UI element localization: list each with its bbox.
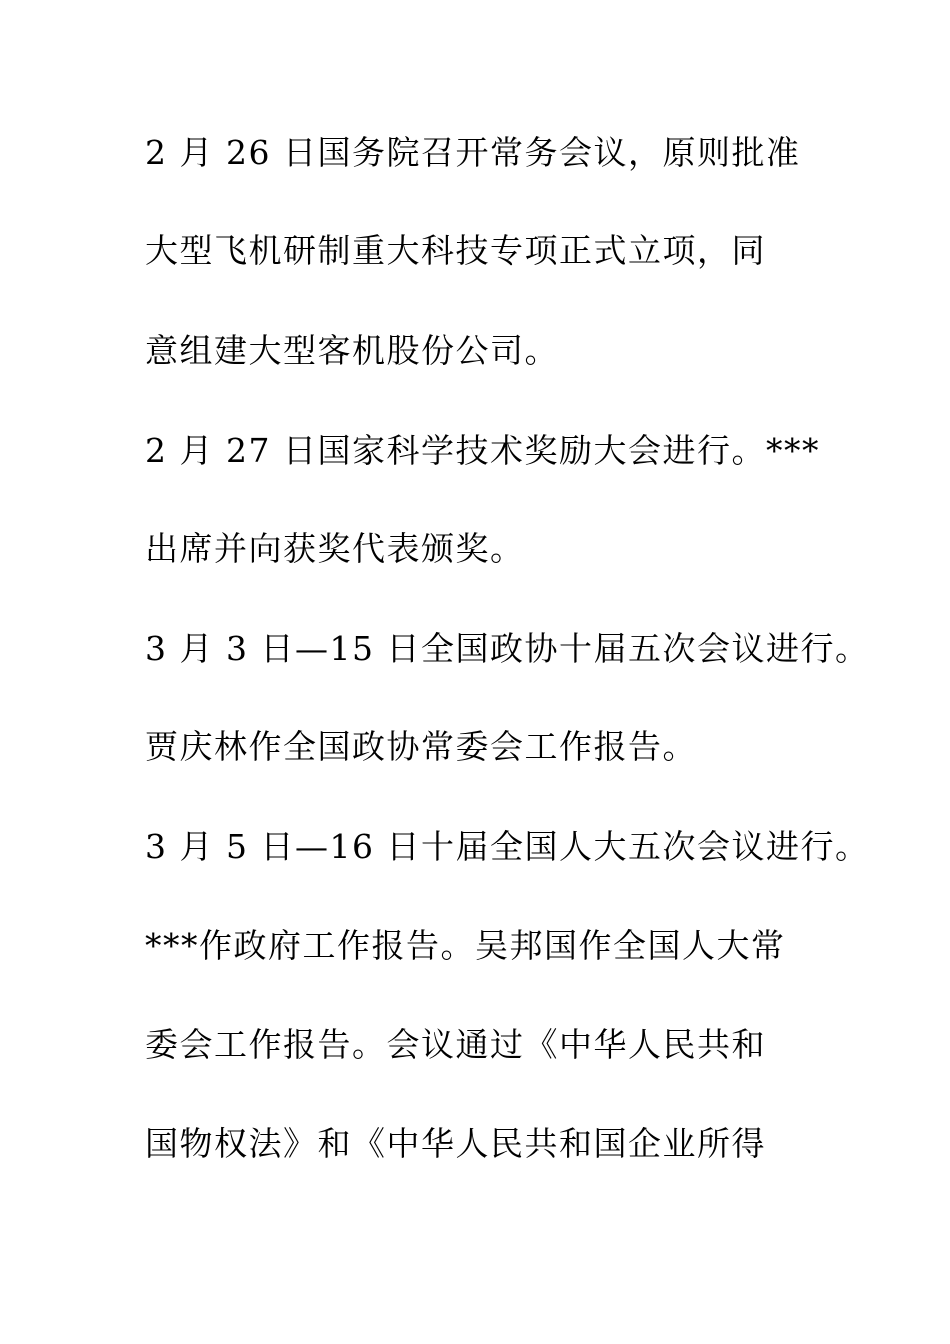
text-line: 2 月 26 日国务院召开常务会议，原则批准 (145, 133, 801, 172)
text-line: 意组建大型客机股份公司。 (145, 331, 559, 370)
text-line: 2 月 27 日国家科学技术奖励大会进行。*** (145, 431, 820, 470)
text-line: 国物权法》和《中华人民共和国企业所得 (145, 1124, 766, 1163)
text-line: 贾庆林作全国政协常委会工作报告。 (145, 727, 697, 766)
text-line: 3 月 3 日—15 日全国政协十届五次会议进行。 (145, 629, 870, 668)
text-line: 大型飞机研制重大科技专项正式立项，同 (145, 231, 766, 270)
text-line: ***作政府工作报告。吴邦国作全国人大常 (145, 926, 786, 965)
text-line: 委会工作报告。会议通过《中华人民共和 (145, 1025, 766, 1064)
text-line: 出席并向获奖代表颁奖。 (145, 529, 525, 568)
text-line: 3 月 5 日—16 日十届全国人大五次会议进行。 (145, 827, 870, 866)
